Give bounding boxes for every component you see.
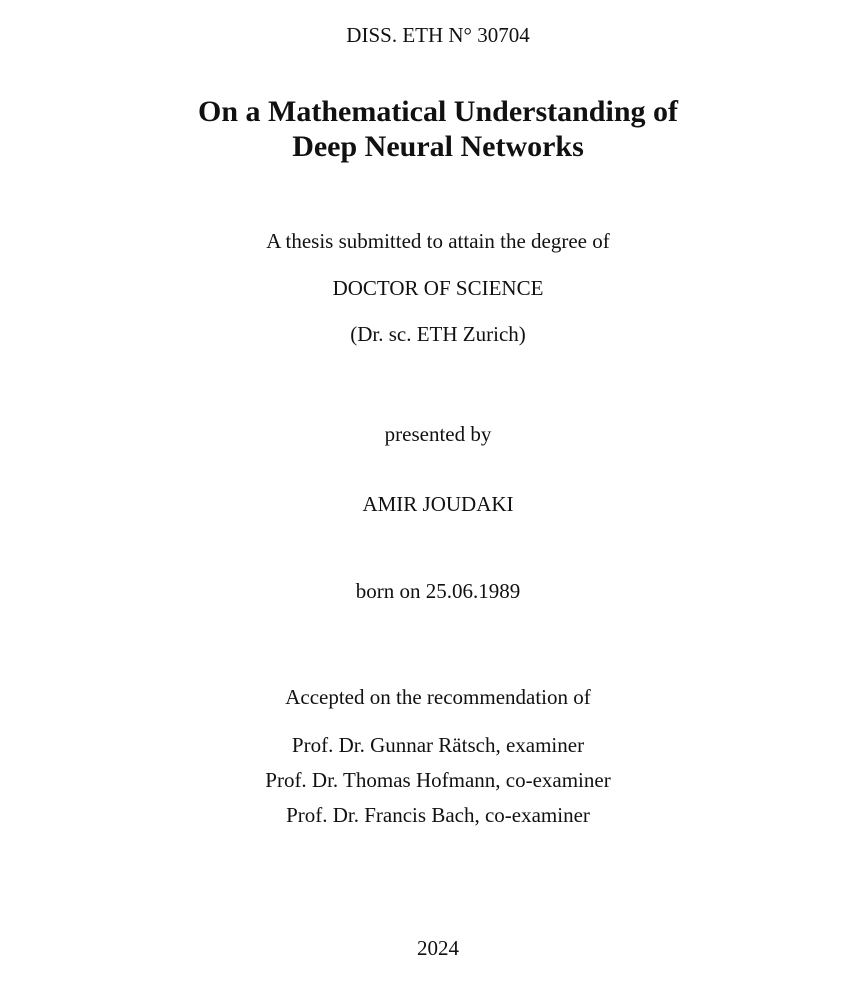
author-name: AMIR JOUDAKI — [362, 492, 514, 516]
degree-abbreviation: (Dr. sc. ETH Zurich) — [350, 322, 526, 346]
birth-date: born on 25.06.1989 — [355, 579, 521, 603]
presented-by: presented by — [384, 422, 492, 446]
year: 2024 — [417, 936, 459, 960]
thesis-title-line-1: On a Mathematical Understanding of — [198, 95, 678, 128]
examiner-3: Prof. Dr. Francis Bach, co-examiner — [286, 803, 590, 827]
accepted-intro: Accepted on the recommendation of — [285, 685, 591, 709]
thesis-title — [0, 94, 848, 164]
degree-intro: A thesis submitted to attain the degree of — [266, 229, 610, 253]
examiner-1: Prof. Dr. Gunnar Rätsch, examiner — [291, 733, 585, 757]
degree: DOCTOR OF SCIENCE — [332, 276, 544, 300]
thesis-title-line-2: Deep Neural Networks — [292, 130, 584, 163]
dissertation-number: DISS. ETH N° 30704 — [346, 23, 530, 47]
examiner-2: Prof. Dr. Thomas Hofmann, co-examiner — [265, 768, 611, 792]
